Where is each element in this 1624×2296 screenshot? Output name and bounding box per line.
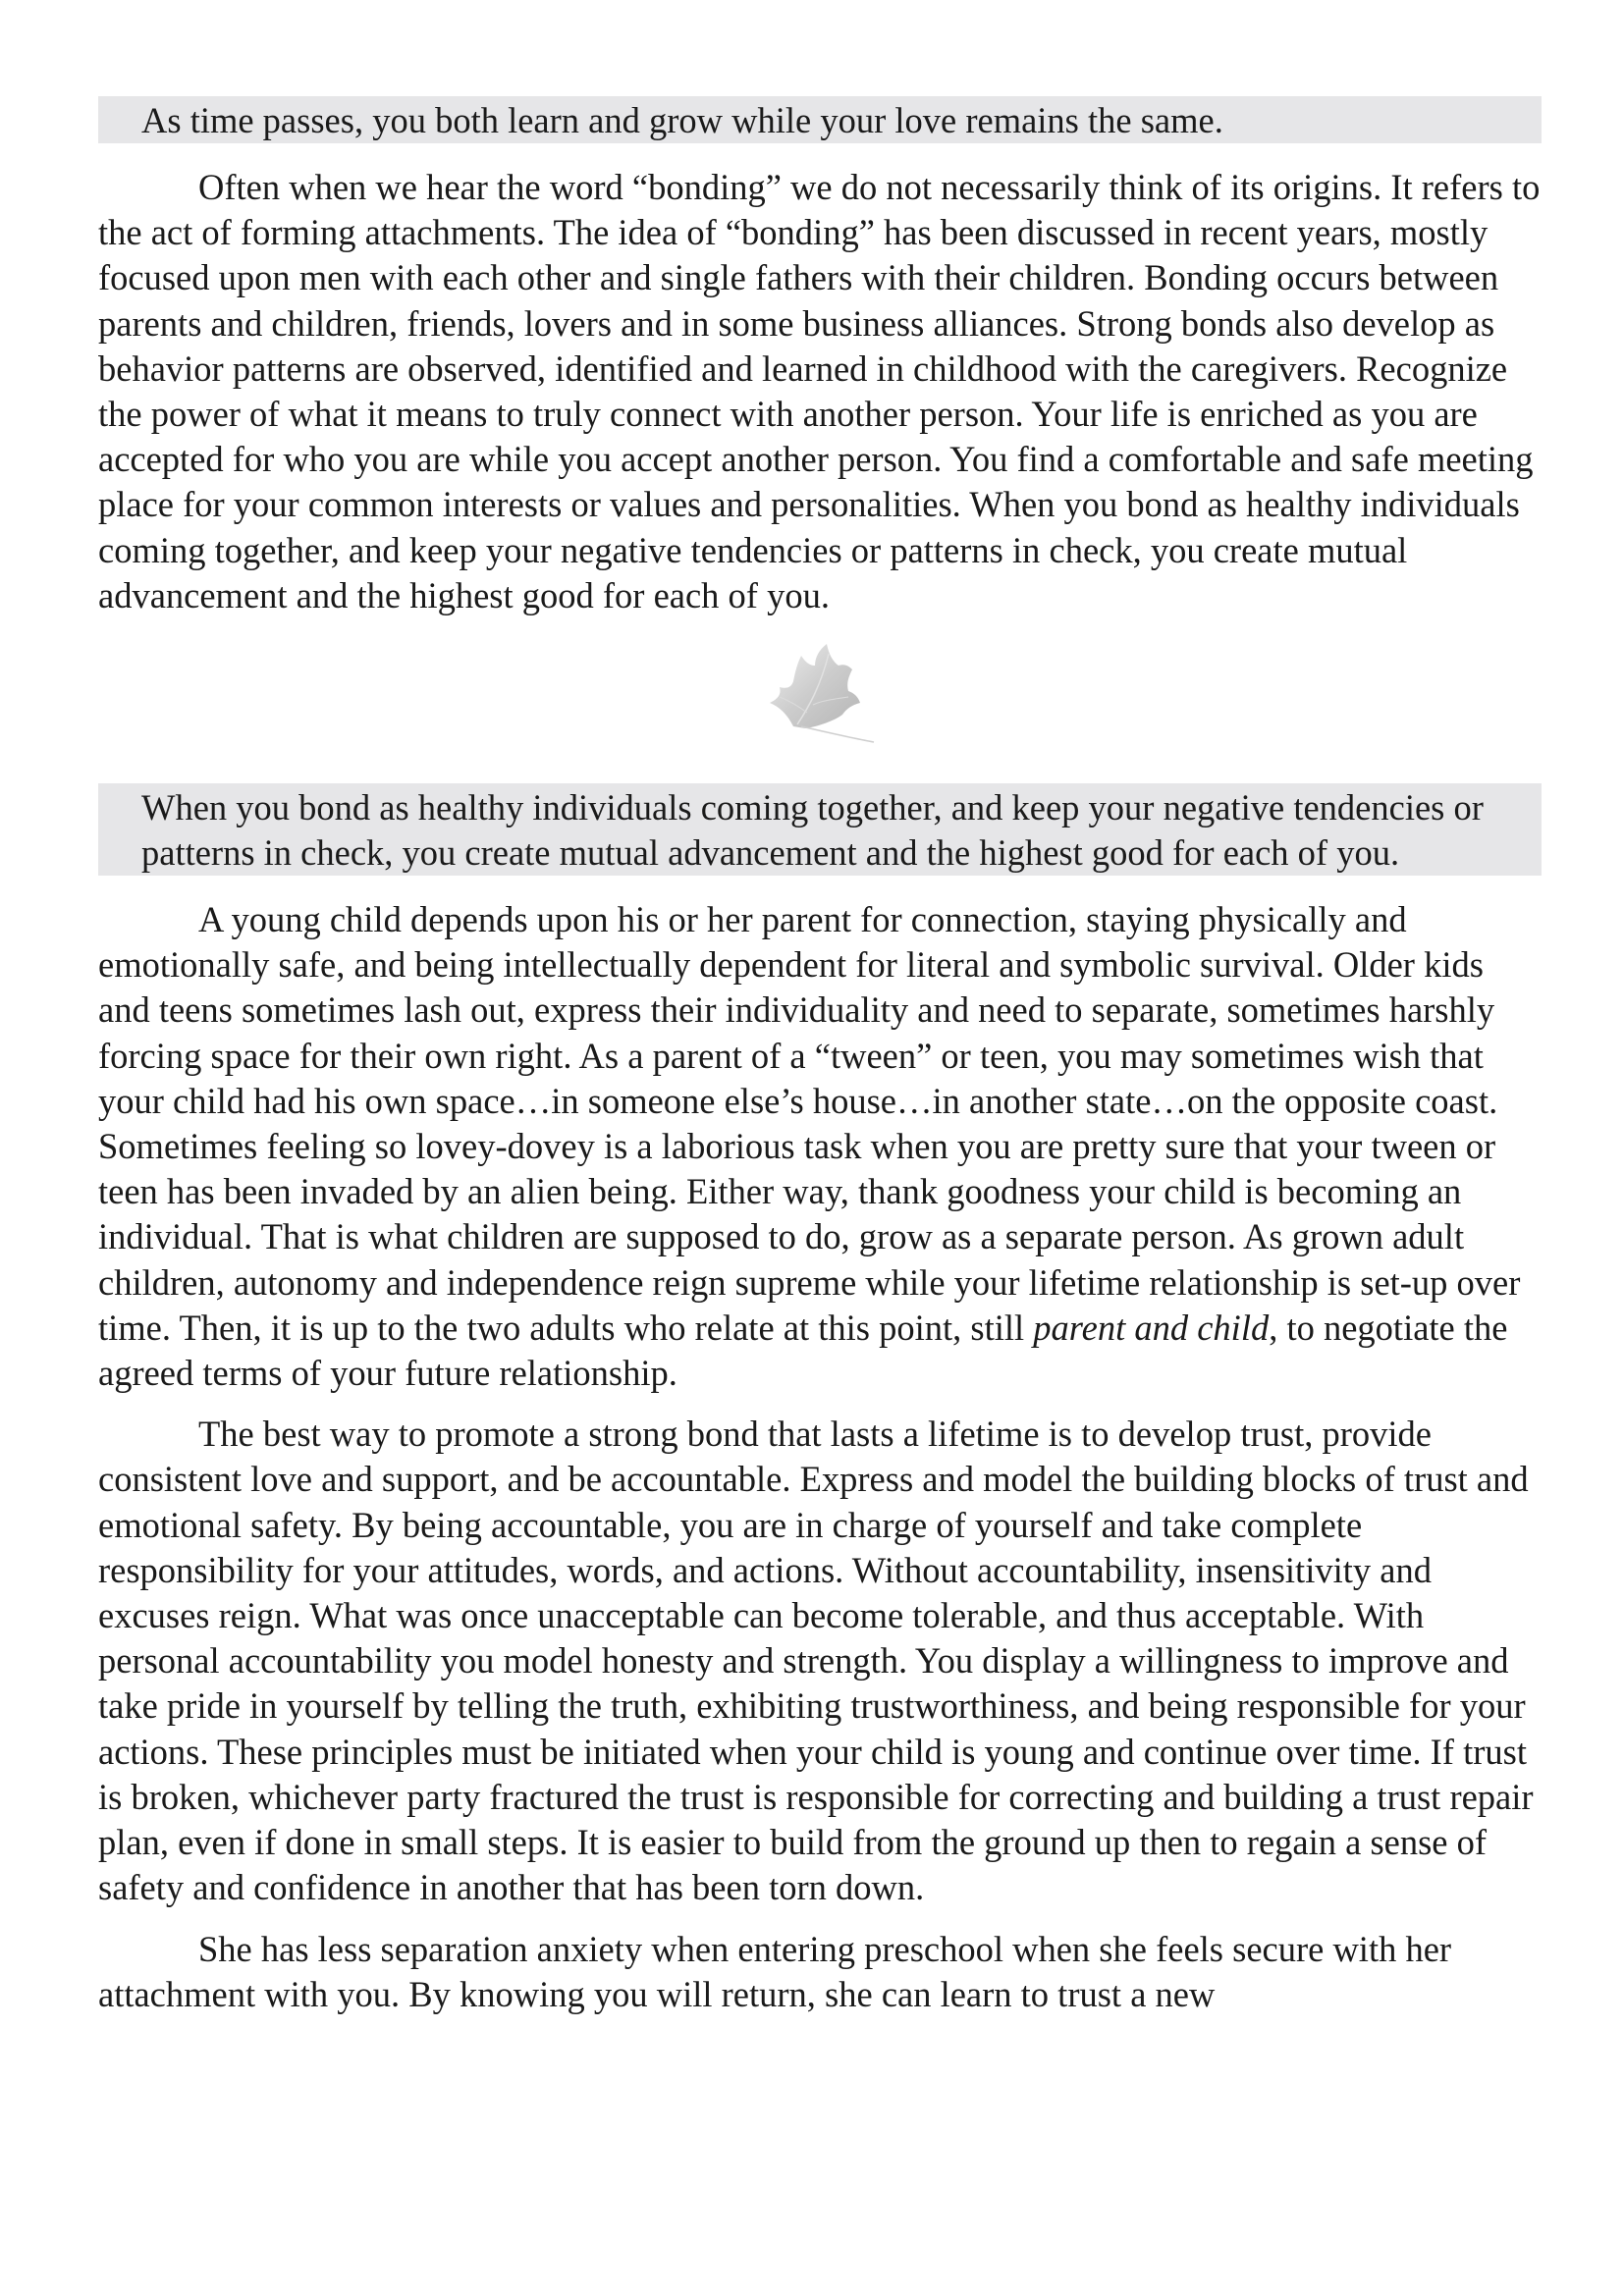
pullquote-first: As time passes, you both learn and grow while your love remains the same. xyxy=(98,96,1542,143)
maple-leaf-icon xyxy=(758,642,880,744)
paragraph-young-child xyxy=(98,897,1542,1396)
paragraph-separation-anxiety: She has less separation anxiety when entering preschool when she feels secure with her attachment with you. By knowing you will return, she can learn to trust a new xyxy=(98,1928,1452,2014)
section-divider xyxy=(98,618,1542,783)
paragraph-young-child-text: A young child depends upon his or her parent for connection, staying physically and emotionally safe, and being intellectually dependent for literal and symbolic survival. Older kids and teens sometimes lash out, express their individuality and need to separate, sometimes harshly forcing space for their own right. As a parent of a “tween” or teen, you may sometimes wish that your child had his own space…in someone else’s house…in another state…on the opposite coast. Sometimes feeling so lovey-dovey is a laborious task when you are pretty sure that your tween or teen has been invaded by an alien being. Either way, thank goodness your child is becoming an individual. That is what children are supposed to do, grow as a separate person. As grown adult children, autonomy and independence reign supreme while your lifetime relationship is set-up over time. Then, it is up to the two adults who relate at this point, still xyxy=(98,899,1521,1348)
emphasis-parent-and-child: parent and child xyxy=(1033,1307,1270,1348)
paragraph-young-child-ending: , to negotiate the agreed terms of your future relationship. xyxy=(98,1307,1508,1394)
pullquote-second: When you bond as healthy individuals coming together, and keep your negative tendencies or patterns in check, you create mutual advancement and the highest good for each of you. xyxy=(98,783,1542,876)
paragraph-bonding-origins: Often when we hear the word “bonding” we do not necessarily think of its origins. It refers to the act of forming attachments. The idea of “bonding” has been discussed in recent years, mostly focused upon men with each other and single fathers with their children. Bonding occurs between parents and children, friends, lovers and in some business alliances. Strong bonds also develop as behavior patterns are observed, identified and learned in childhood with the caregivers. Recognize the power of what it means to truly connect with another person. Your life is enriched as you are accepted for who you are while you accept another person. You find a comfortable and safe meeting place for your common interests or values and personalities. When you bond as healthy individuals coming together, and keep your negative tendencies or patterns in check, you create mutual advancement and the highest good for each of you. xyxy=(98,167,1541,615)
document-page xyxy=(98,96,1542,2017)
paragraph-strong-bond: The best way to promote a strong bond that lasts a lifetime is to develop trust, provide consistent love and support, and be accountable. Express and model the building blocks of trust and emotional safety. By being accountable, you are in charge of yourself and take complete responsibility for your attitudes, words, and actions. Without accountability, insensitivity and excuses reign. What was once unacceptable can become tolerable, and thus acceptable. With personal accountability you model honesty and strength. You display a willingness to improve and take pride in yourself by telling the truth, exhibiting trustworthiness, and being responsible for your actions. These principles must be initiated when your child is young and continue over time. If trust is broken, whichever party fractured the trust is responsible for correcting and building a trust repair plan, even if done in small steps. It is easier to build from the ground up then to regain a sense of safety and confidence in another that has been torn down. xyxy=(98,1414,1534,1908)
